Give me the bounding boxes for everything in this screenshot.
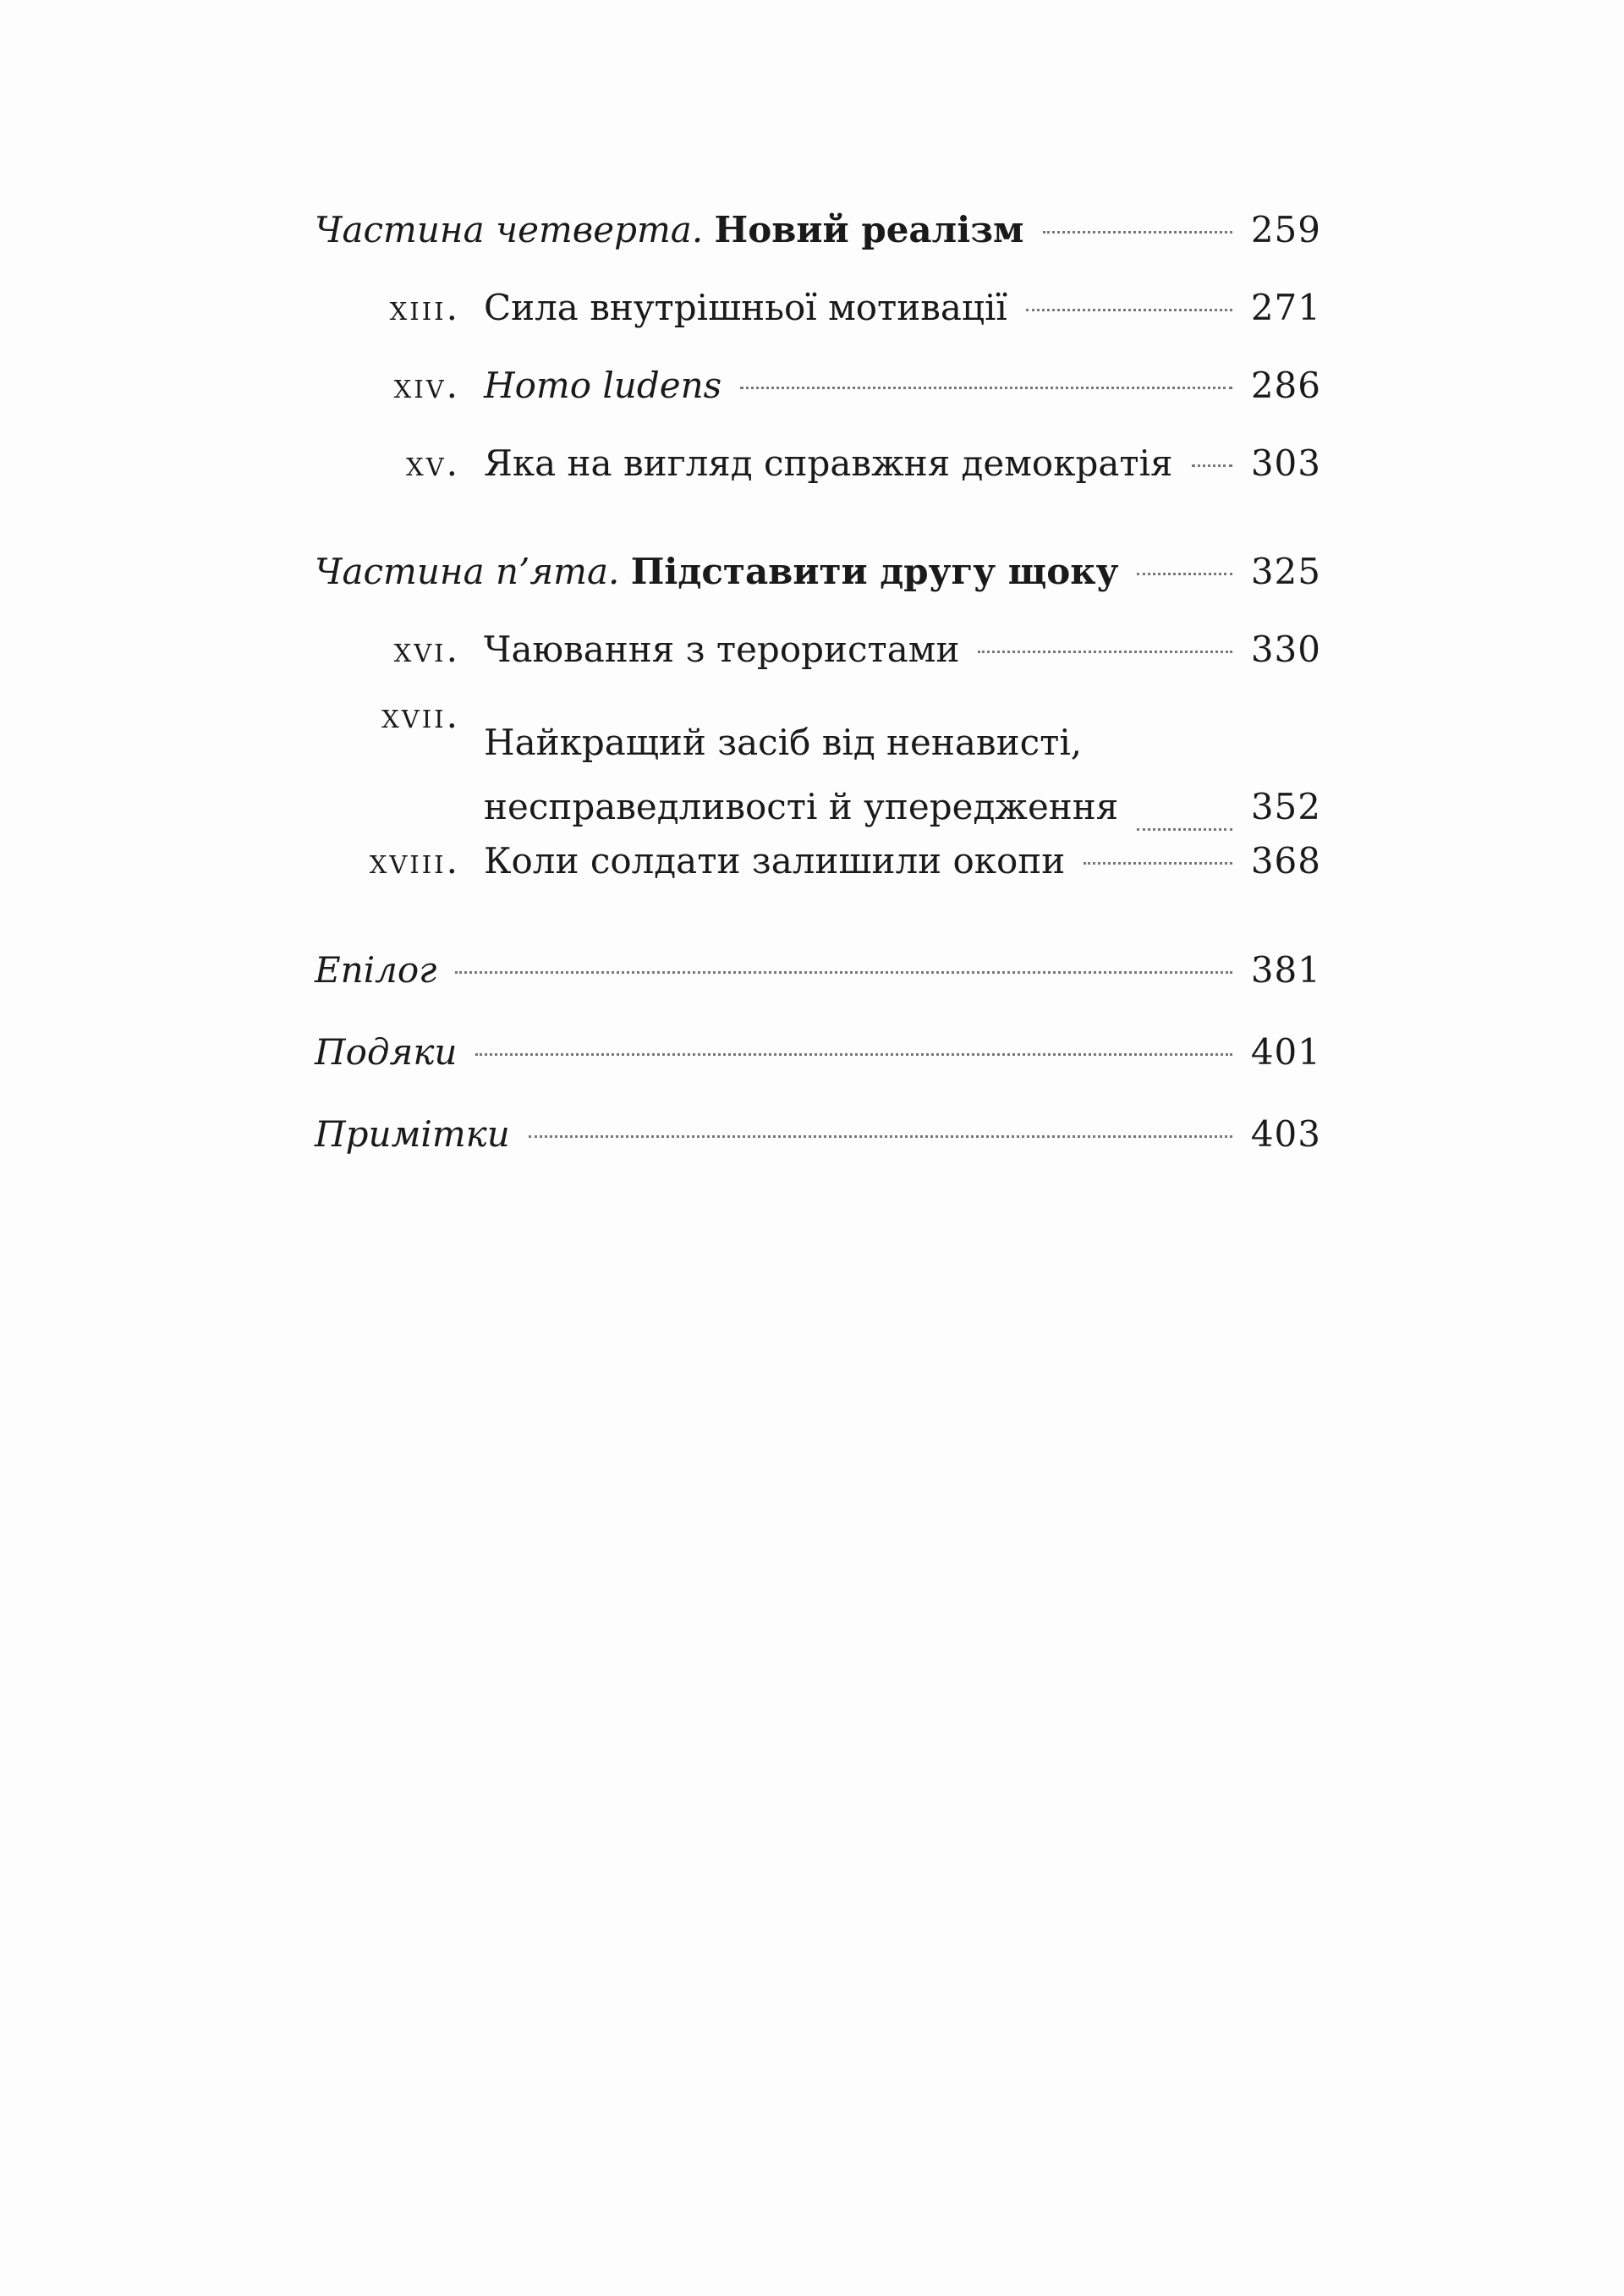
- page-number: 330: [1250, 629, 1321, 670]
- dot-leader: [529, 1135, 1232, 1138]
- page-number: 381: [1250, 949, 1321, 991]
- chapter-title: Коли солдати залишили окопи: [484, 840, 1066, 882]
- section-title: Примітки: [315, 1113, 510, 1155]
- dot-leader: [740, 387, 1232, 389]
- chapter-title: Чаювання з терористами: [484, 629, 960, 670]
- part-label: Частина п’ята.: [315, 551, 620, 592]
- part-title: Підставити другу щоку: [630, 551, 1119, 592]
- page-number: 403: [1250, 1113, 1321, 1155]
- chapter-title-line-1: Найкращий засіб від ненависті,: [484, 722, 1083, 763]
- chapter-title: Homo ludens: [484, 365, 722, 406]
- chapter-title: Яка на вигляд справжня демократія: [484, 442, 1173, 484]
- page-number: 303: [1250, 442, 1321, 484]
- toc-part-5: [315, 533, 1321, 611]
- dot-leader: [1026, 309, 1232, 311]
- chapter-title-line-2: несправедливості й упередження: [484, 786, 1119, 827]
- section-title: Епілог: [315, 949, 437, 991]
- chapter-numeral: xiii.: [389, 287, 460, 328]
- page-number: 401: [1250, 1031, 1321, 1073]
- toc-thanks: [315, 1013, 1321, 1091]
- toc-chapter-14: [315, 347, 1321, 425]
- section-title: Подяки: [315, 1031, 458, 1073]
- dot-leader: [1192, 464, 1232, 467]
- chapter-numeral: xvi.: [393, 629, 460, 670]
- part-label: Частина четверта.: [315, 209, 704, 250]
- page-number: 325: [1250, 551, 1321, 592]
- page-number: 368: [1250, 840, 1321, 882]
- chapter-numeral: xiv.: [393, 365, 460, 406]
- page-number: 352: [1250, 786, 1321, 827]
- page-number: 286: [1250, 365, 1321, 406]
- dot-leader: [455, 971, 1232, 974]
- chapter-numeral: xviii.: [369, 840, 460, 882]
- chapter-numeral: xv.: [406, 442, 460, 484]
- chapter-title: [484, 711, 1118, 839]
- toc-chapter-13: [315, 269, 1321, 347]
- dot-leader: [475, 1053, 1232, 1056]
- toc-chapter-18: [315, 822, 1321, 900]
- toc-epilogue: [315, 931, 1321, 1009]
- toc-chapter-17: [315, 684, 1321, 839]
- chapter-numeral: xvii.: [381, 695, 460, 736]
- toc-chapter-16: [315, 611, 1321, 689]
- chapter-title: Сила внутрішньої мотивації: [484, 287, 1007, 328]
- page-number: 271: [1250, 287, 1321, 328]
- part-4-title-group: [315, 191, 1024, 269]
- page-number: 259: [1250, 209, 1321, 250]
- toc-notes: [315, 1096, 1321, 1173]
- part-5-title-group: [315, 533, 1118, 611]
- toc-part-4: [315, 191, 1321, 269]
- part-title: Новий реалізм: [714, 209, 1024, 250]
- dot-leader: [1137, 573, 1232, 575]
- dot-leader: [978, 651, 1232, 653]
- toc-chapter-15: [315, 425, 1321, 503]
- dot-leader: [1043, 231, 1232, 233]
- dot-leader: [1084, 862, 1232, 865]
